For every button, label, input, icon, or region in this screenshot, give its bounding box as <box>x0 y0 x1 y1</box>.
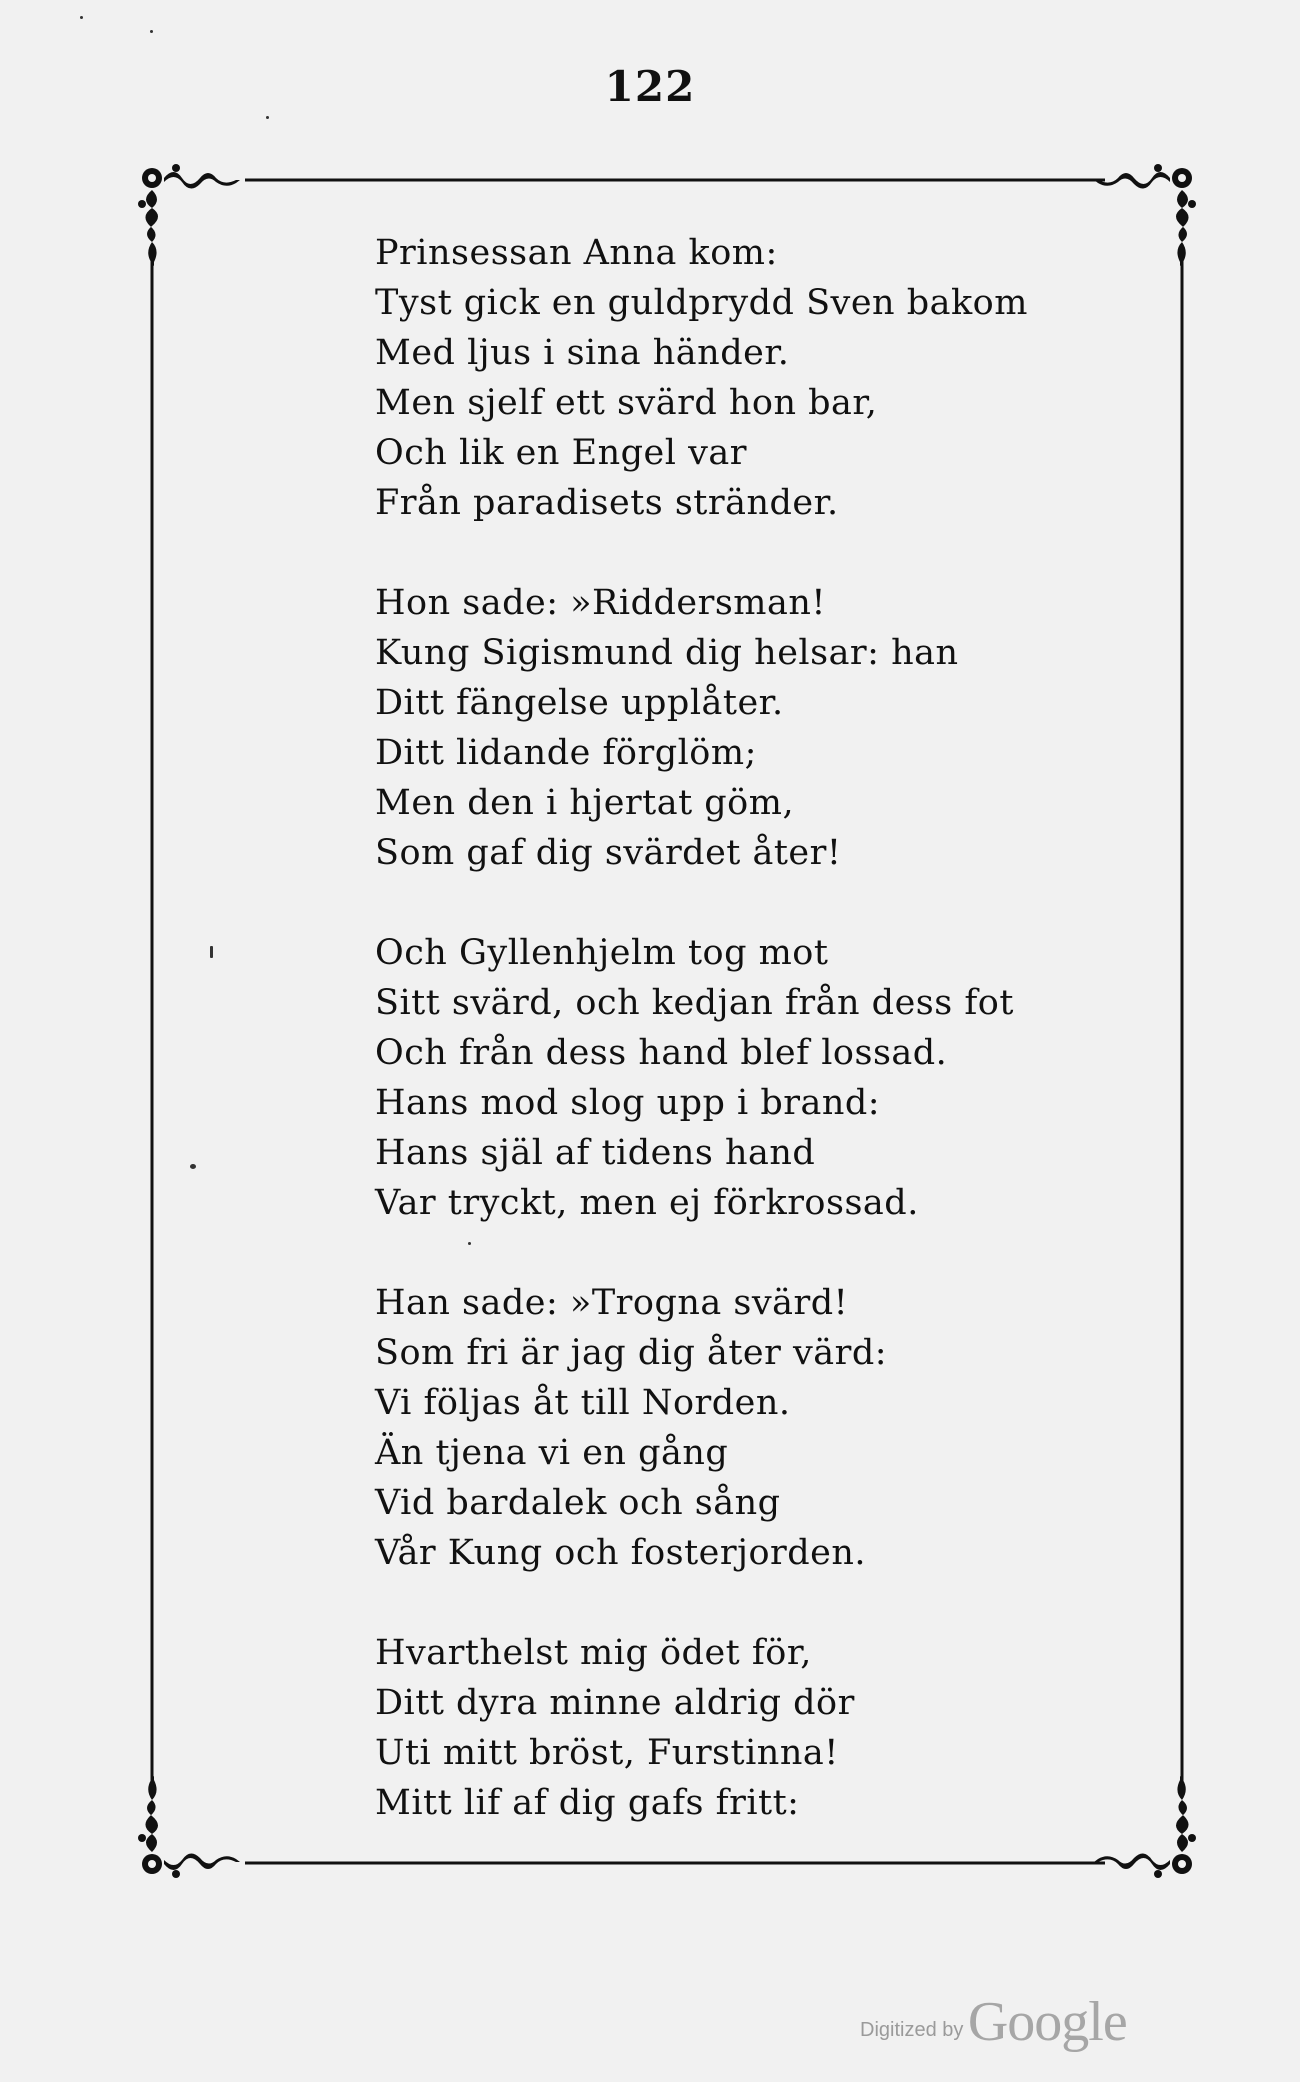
page-number: 122 <box>604 62 696 111</box>
stanza <box>375 578 1135 878</box>
verse-line: Som fri är jag dig åter värd: <box>375 1333 888 1373</box>
stanza <box>375 1278 1135 1578</box>
verse-line: Men den i hjertat göm, <box>375 783 795 823</box>
verse-line: Ditt lidande förglöm; <box>375 733 757 773</box>
scan-speck <box>150 30 153 33</box>
scan-speck <box>80 16 83 19</box>
stanza <box>375 228 1135 528</box>
verse-line: Med ljus i sina händer. <box>375 333 790 373</box>
verse-line: Mitt lif af dig gafs fritt: <box>375 1783 800 1823</box>
scan-speck <box>266 116 269 119</box>
verse-line: Och lik en Engel var <box>375 433 747 473</box>
verse-line: Än tjena vi en gång <box>375 1433 729 1473</box>
scan-speck <box>468 1242 471 1245</box>
verse-line: Hans mod slog upp i brand: <box>375 1083 881 1123</box>
verse-line: Som gaf dig svärdet åter! <box>375 833 842 873</box>
verse-line: Hon sade: »Riddersman! <box>375 583 826 623</box>
google-logo: Google <box>967 1991 1127 2053</box>
stanza <box>375 1628 1135 1828</box>
verse-line: Prinsessan Anna kom: <box>375 233 778 273</box>
verse-line: Tyst gick en guldprydd Sven bakom <box>375 283 1028 323</box>
verse-line: Han sade: »Trogna svärd! <box>375 1283 849 1323</box>
verse-line: Kung Sigismund dig helsar: han <box>375 633 959 673</box>
verse-line: Vi följas åt till Norden. <box>375 1383 791 1423</box>
verse-line: Sitt svärd, och kedjan från dess fot <box>375 983 1014 1023</box>
stanza <box>375 928 1135 1228</box>
verse-line: Uti mitt bröst, Furstinna! <box>375 1733 839 1773</box>
verse-line: Ditt fängelse upplåter. <box>375 683 784 723</box>
verse-line: Från paradisets stränder. <box>375 483 839 523</box>
verse-line: Vår Kung och fosterjorden. <box>375 1533 867 1573</box>
watermark-prefix: Digitized by <box>860 2019 964 2041</box>
verse-line: Och från dess hand blef lossad. <box>375 1033 948 1073</box>
verse-line: Hans själ af tidens hand <box>375 1133 816 1173</box>
scan-speck <box>190 1164 196 1169</box>
verse-line: Men sjelf ett svärd hon bar, <box>375 383 878 423</box>
verse-line: Hvarthelst mig ödet för, <box>375 1633 812 1673</box>
scan-speck <box>210 946 213 958</box>
digitized-by-google-watermark <box>860 1990 1127 2054</box>
verse-line: Var tryckt, men ej förkrossad. <box>375 1183 919 1223</box>
verse-line: Ditt dyra minne aldrig dör <box>375 1683 855 1723</box>
corner-ornament-top-left-icon <box>138 164 240 266</box>
poem-body <box>375 228 1135 1878</box>
verse-line: Vid bardalek och sång <box>375 1483 781 1523</box>
corner-ornament-bottom-left-icon <box>138 1776 240 1878</box>
verse-line: Och Gyllenhjelm tog mot <box>375 933 829 973</box>
